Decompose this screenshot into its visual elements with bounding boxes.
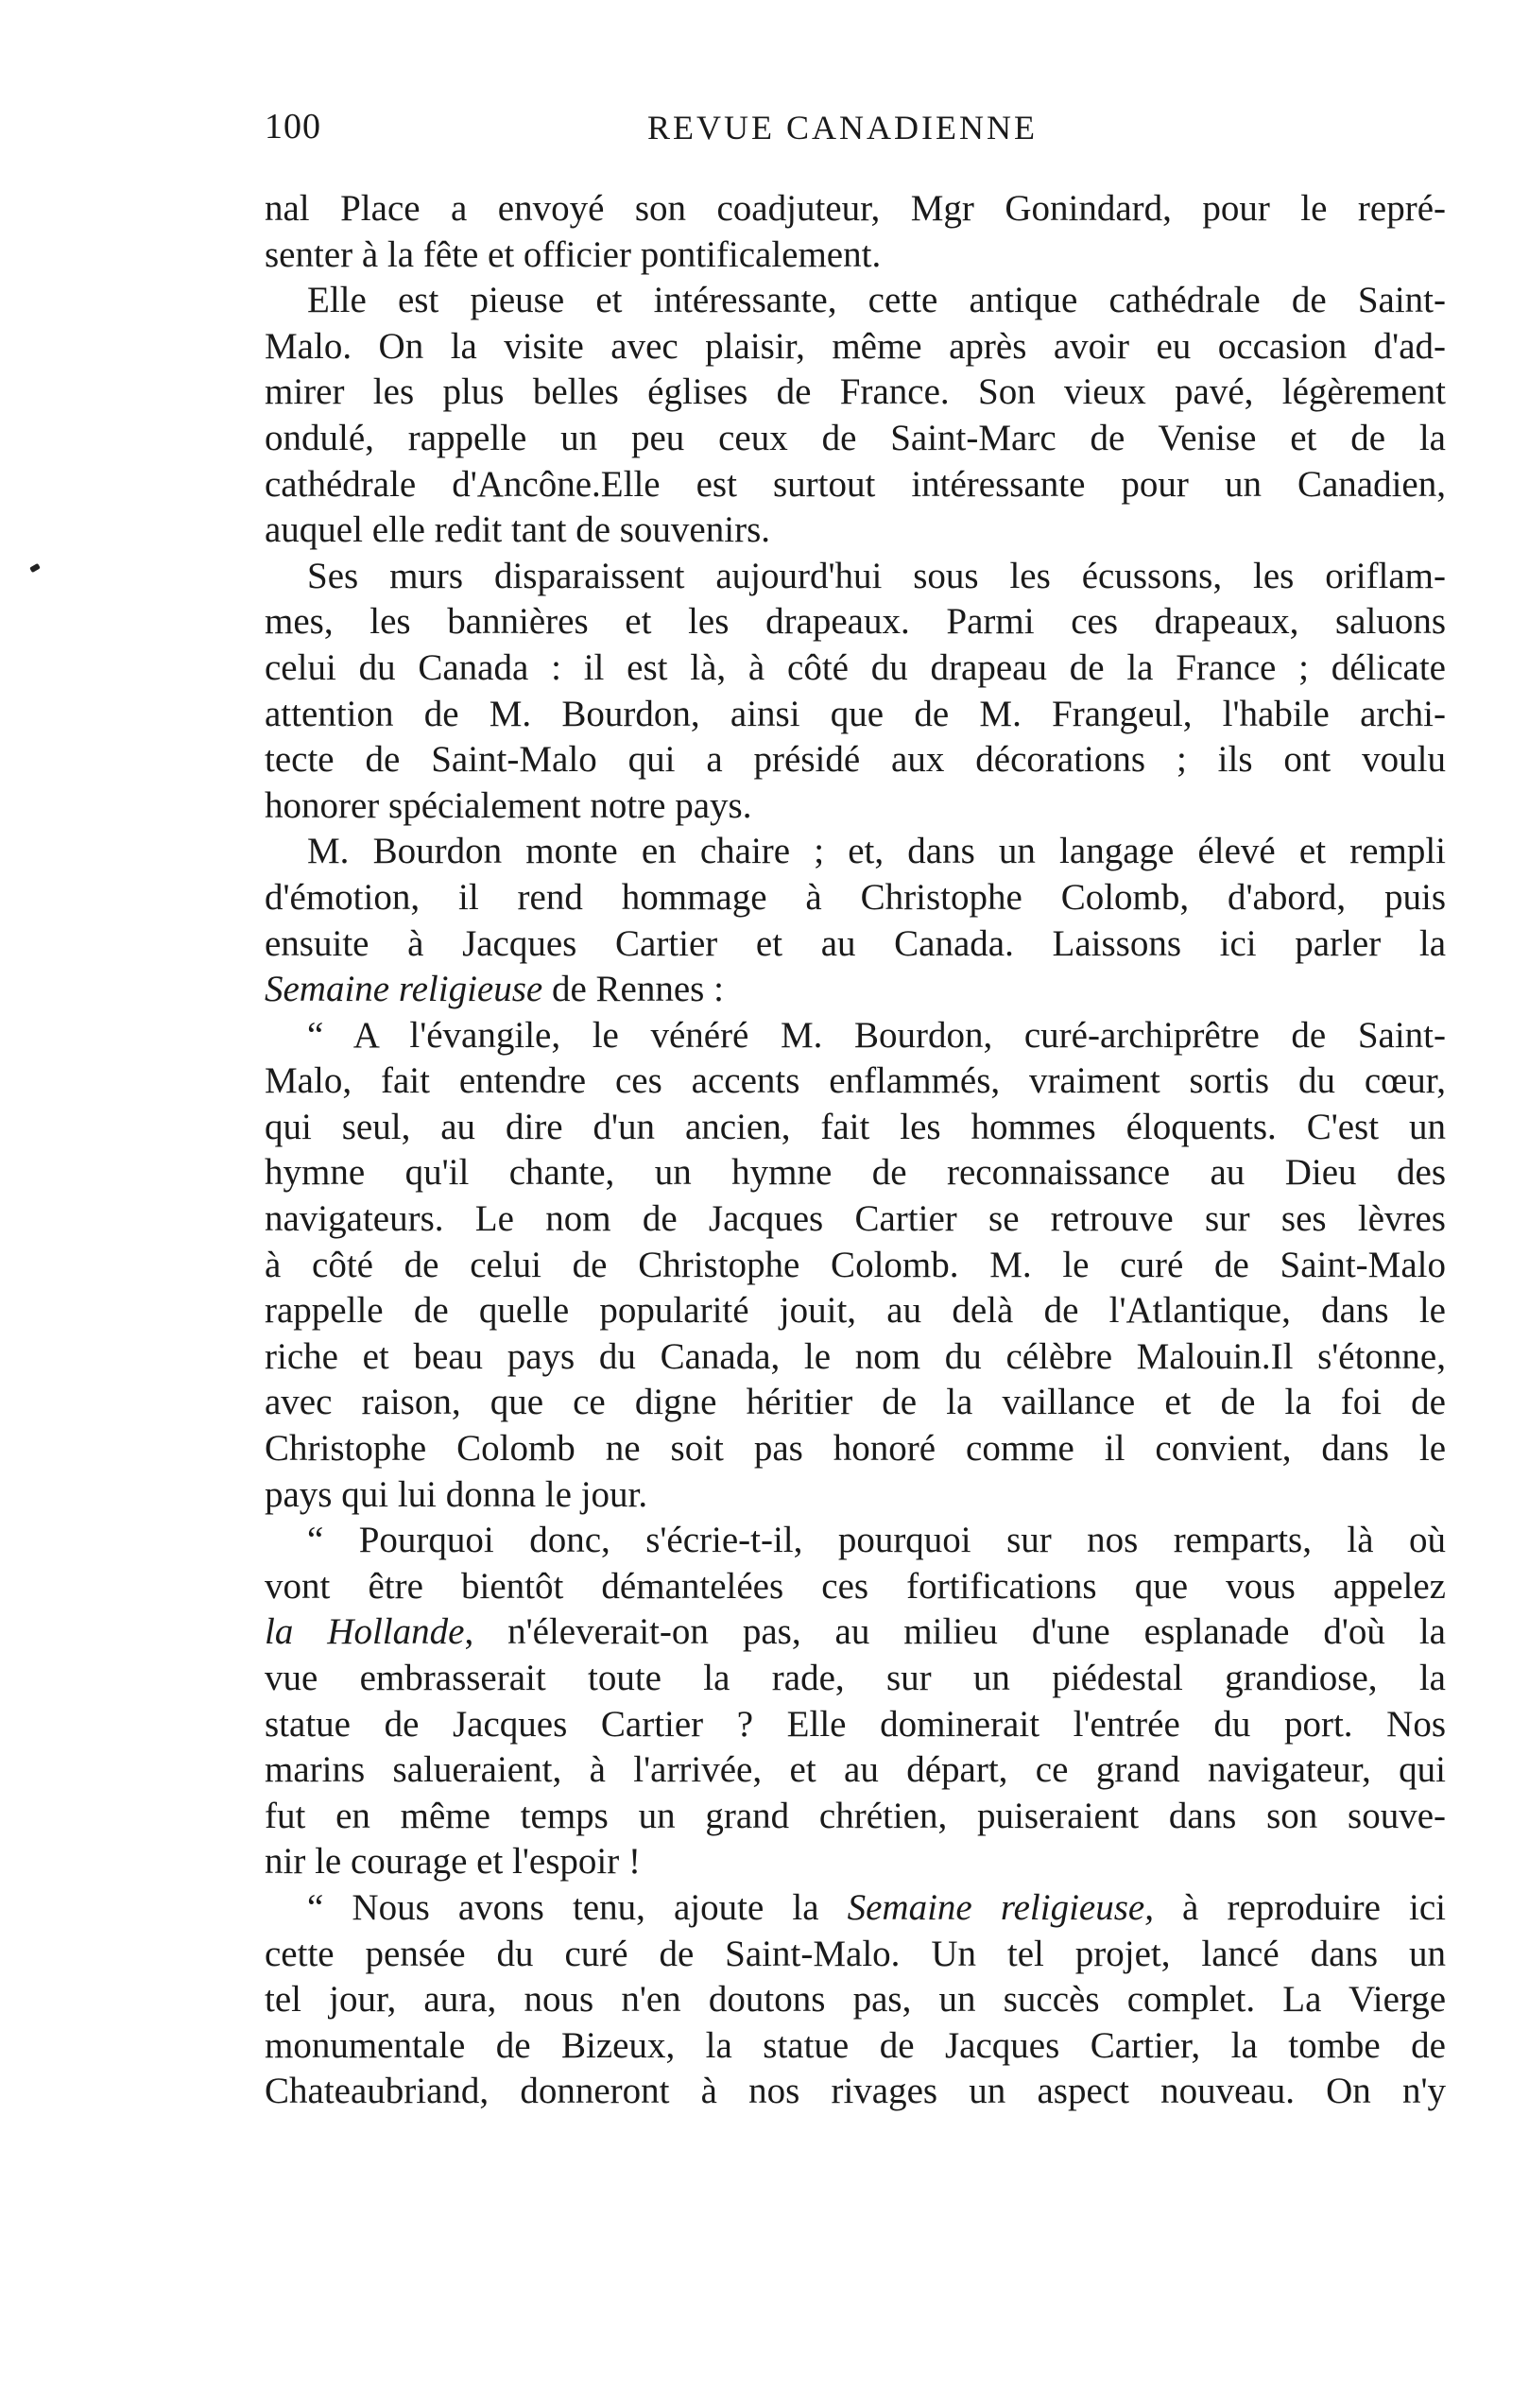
page-number: 100 bbox=[265, 107, 321, 146]
text-line: mirer les plus belles églises de France. Son vieux pavé, légèrement bbox=[265, 371, 1446, 413]
body-text bbox=[265, 186, 1446, 2115]
text-line: marins salueraient, à l'arrivée, et au départ, ce grand navigateur, qui bbox=[265, 1749, 1446, 1791]
text-line: auquel elle redit tant de souvenirs. bbox=[265, 509, 770, 551]
text-line: avec raison, que ce digne héritier de la vaillance et de la foi de bbox=[265, 1382, 1446, 1423]
text-line: M. Bourdon monte en chaire ; et, dans un langage élevé et rempli bbox=[307, 831, 1446, 872]
text-line: cathédrale d'Ancône.Elle est surtout intéressante pour un Canadien, bbox=[265, 463, 1446, 505]
italic-title: la Hollande bbox=[265, 1611, 465, 1653]
text-line: mes, les bannières et les drapeaux. Parmi ces drapeaux, saluons bbox=[265, 601, 1446, 643]
text-line: statue de Jacques Cartier ? Elle dominerait l'entrée du port. Nos bbox=[265, 1703, 1446, 1745]
text-line: navigateurs. Le nom de Jacques Cartier se retrouve sur ses lèvres bbox=[265, 1198, 1446, 1240]
text-line: pays qui lui donna le jour. bbox=[265, 1473, 648, 1515]
text-line: cette pensée du curé de Saint-Malo. Un tel projet, lancé dans un bbox=[265, 1933, 1446, 1974]
text-line bbox=[265, 1885, 1446, 1932]
text-line: celui du Canada : il est là, à côté du drapeau de la France ; délicate bbox=[265, 646, 1446, 688]
text-line: tecte de Saint-Malo qui a présidé aux décorations ; ils ont voulu bbox=[265, 739, 1446, 781]
text-line: vont être bientôt démantelées ces fortifications que vous appelez bbox=[265, 1565, 1446, 1607]
text-line: Christophe Colomb ne soit pas honoré comme il convient, dans le bbox=[265, 1428, 1446, 1470]
text-line: senter à la fête et officier pontificalement. bbox=[265, 233, 882, 275]
line-text: à reproduire ici bbox=[1153, 1886, 1446, 1928]
text-line: qui seul, au dire d'un ancien, fait les hommes éloquents. C'est un bbox=[265, 1106, 1446, 1147]
text-line: honorer spécialement notre pays. bbox=[265, 784, 752, 826]
page-header bbox=[265, 106, 1446, 163]
text-line bbox=[265, 1609, 1446, 1656]
line-text: de Rennes : bbox=[542, 969, 724, 1010]
text-line: Ses murs disparaissent aujourd'hui sous les écussons, les oriflam- bbox=[307, 555, 1446, 596]
text-line: monumentale de Bizeux, la statue de Jacques Cartier, la tombe de bbox=[265, 2024, 1446, 2066]
text-line: ensuite à Jacques Cartier et au Canada. Laissons ici parler la bbox=[265, 922, 1446, 964]
text-line: Chateaubriand, donneront à nos rivages un aspect nouveau. On n'y bbox=[265, 2071, 1446, 2112]
running-title: REVUE CANADIENNE bbox=[647, 109, 1038, 146]
text-line: “ A l'évangile, le vénéré M. Bourdon, curé-archiprêtre de Saint- bbox=[307, 1014, 1446, 1056]
text-block bbox=[265, 186, 1446, 2115]
text-line: Malo, fait entendre ces accents enflammés, vraiment sortis du cœur, bbox=[265, 1060, 1446, 1102]
text-line: nal Place a envoyé son coadjuteur, Mgr Gonindard, pour le repré- bbox=[265, 188, 1446, 229]
text-line: ondulé, rappelle un peu ceux de Saint-Marc de Venise et de la bbox=[265, 417, 1446, 458]
text-line: rappelle de quelle popularité jouit, au delà de l'Atlantique, dans le bbox=[265, 1290, 1446, 1332]
margin-mark bbox=[29, 563, 41, 573]
text-line: “ Pourquoi donc, s'écrie-t-il, pourquoi sur nos remparts, là où bbox=[307, 1520, 1446, 1561]
italic-title: Semaine religieuse, bbox=[847, 1886, 1154, 1928]
text-line: attention de M. Bourdon, ainsi que de M. Frangeul, l'habile archi- bbox=[265, 693, 1446, 734]
text-line: vue embrasserait toute la rade, sur un piédestal grandiose, la bbox=[265, 1658, 1446, 1698]
text-line: hymne qu'il chante, un hymne de reconnaissance au Dieu des bbox=[265, 1152, 1446, 1194]
line-text: , n'éleverait-on pas, au milieu d'une esplanade d'où la bbox=[464, 1611, 1446, 1653]
text-line bbox=[265, 967, 1446, 1013]
text-line: d'émotion, il rend hommage à Christophe Colomb, d'abord, puis bbox=[265, 876, 1446, 918]
text-line: Malo. On la visite avec plaisir, même après avoir eu occasion d'ad- bbox=[265, 325, 1446, 367]
italic-title: Semaine religieuse bbox=[265, 969, 543, 1010]
text-line: à côté de celui de Christophe Colomb. M. le curé de Saint-Malo bbox=[265, 1244, 1446, 1285]
text-line: fut en même temps un grand chrétien, puiseraient dans son souve- bbox=[265, 1795, 1446, 1836]
text-line: nir le courage et l'espoir ! bbox=[265, 1841, 641, 1883]
text-line: riche et beau pays du Canada, le nom du célèbre Malouin.Il s'étonne, bbox=[265, 1335, 1446, 1377]
text-line: tel jour, aura, nous n'en doutons pas, un succès complet. La Vierge bbox=[265, 1979, 1446, 2021]
line-text: “ Nous avons tenu, ajoute la bbox=[307, 1886, 848, 1928]
text-line: Elle est pieuse et intéressante, cette antique cathédrale de Saint- bbox=[307, 280, 1446, 321]
